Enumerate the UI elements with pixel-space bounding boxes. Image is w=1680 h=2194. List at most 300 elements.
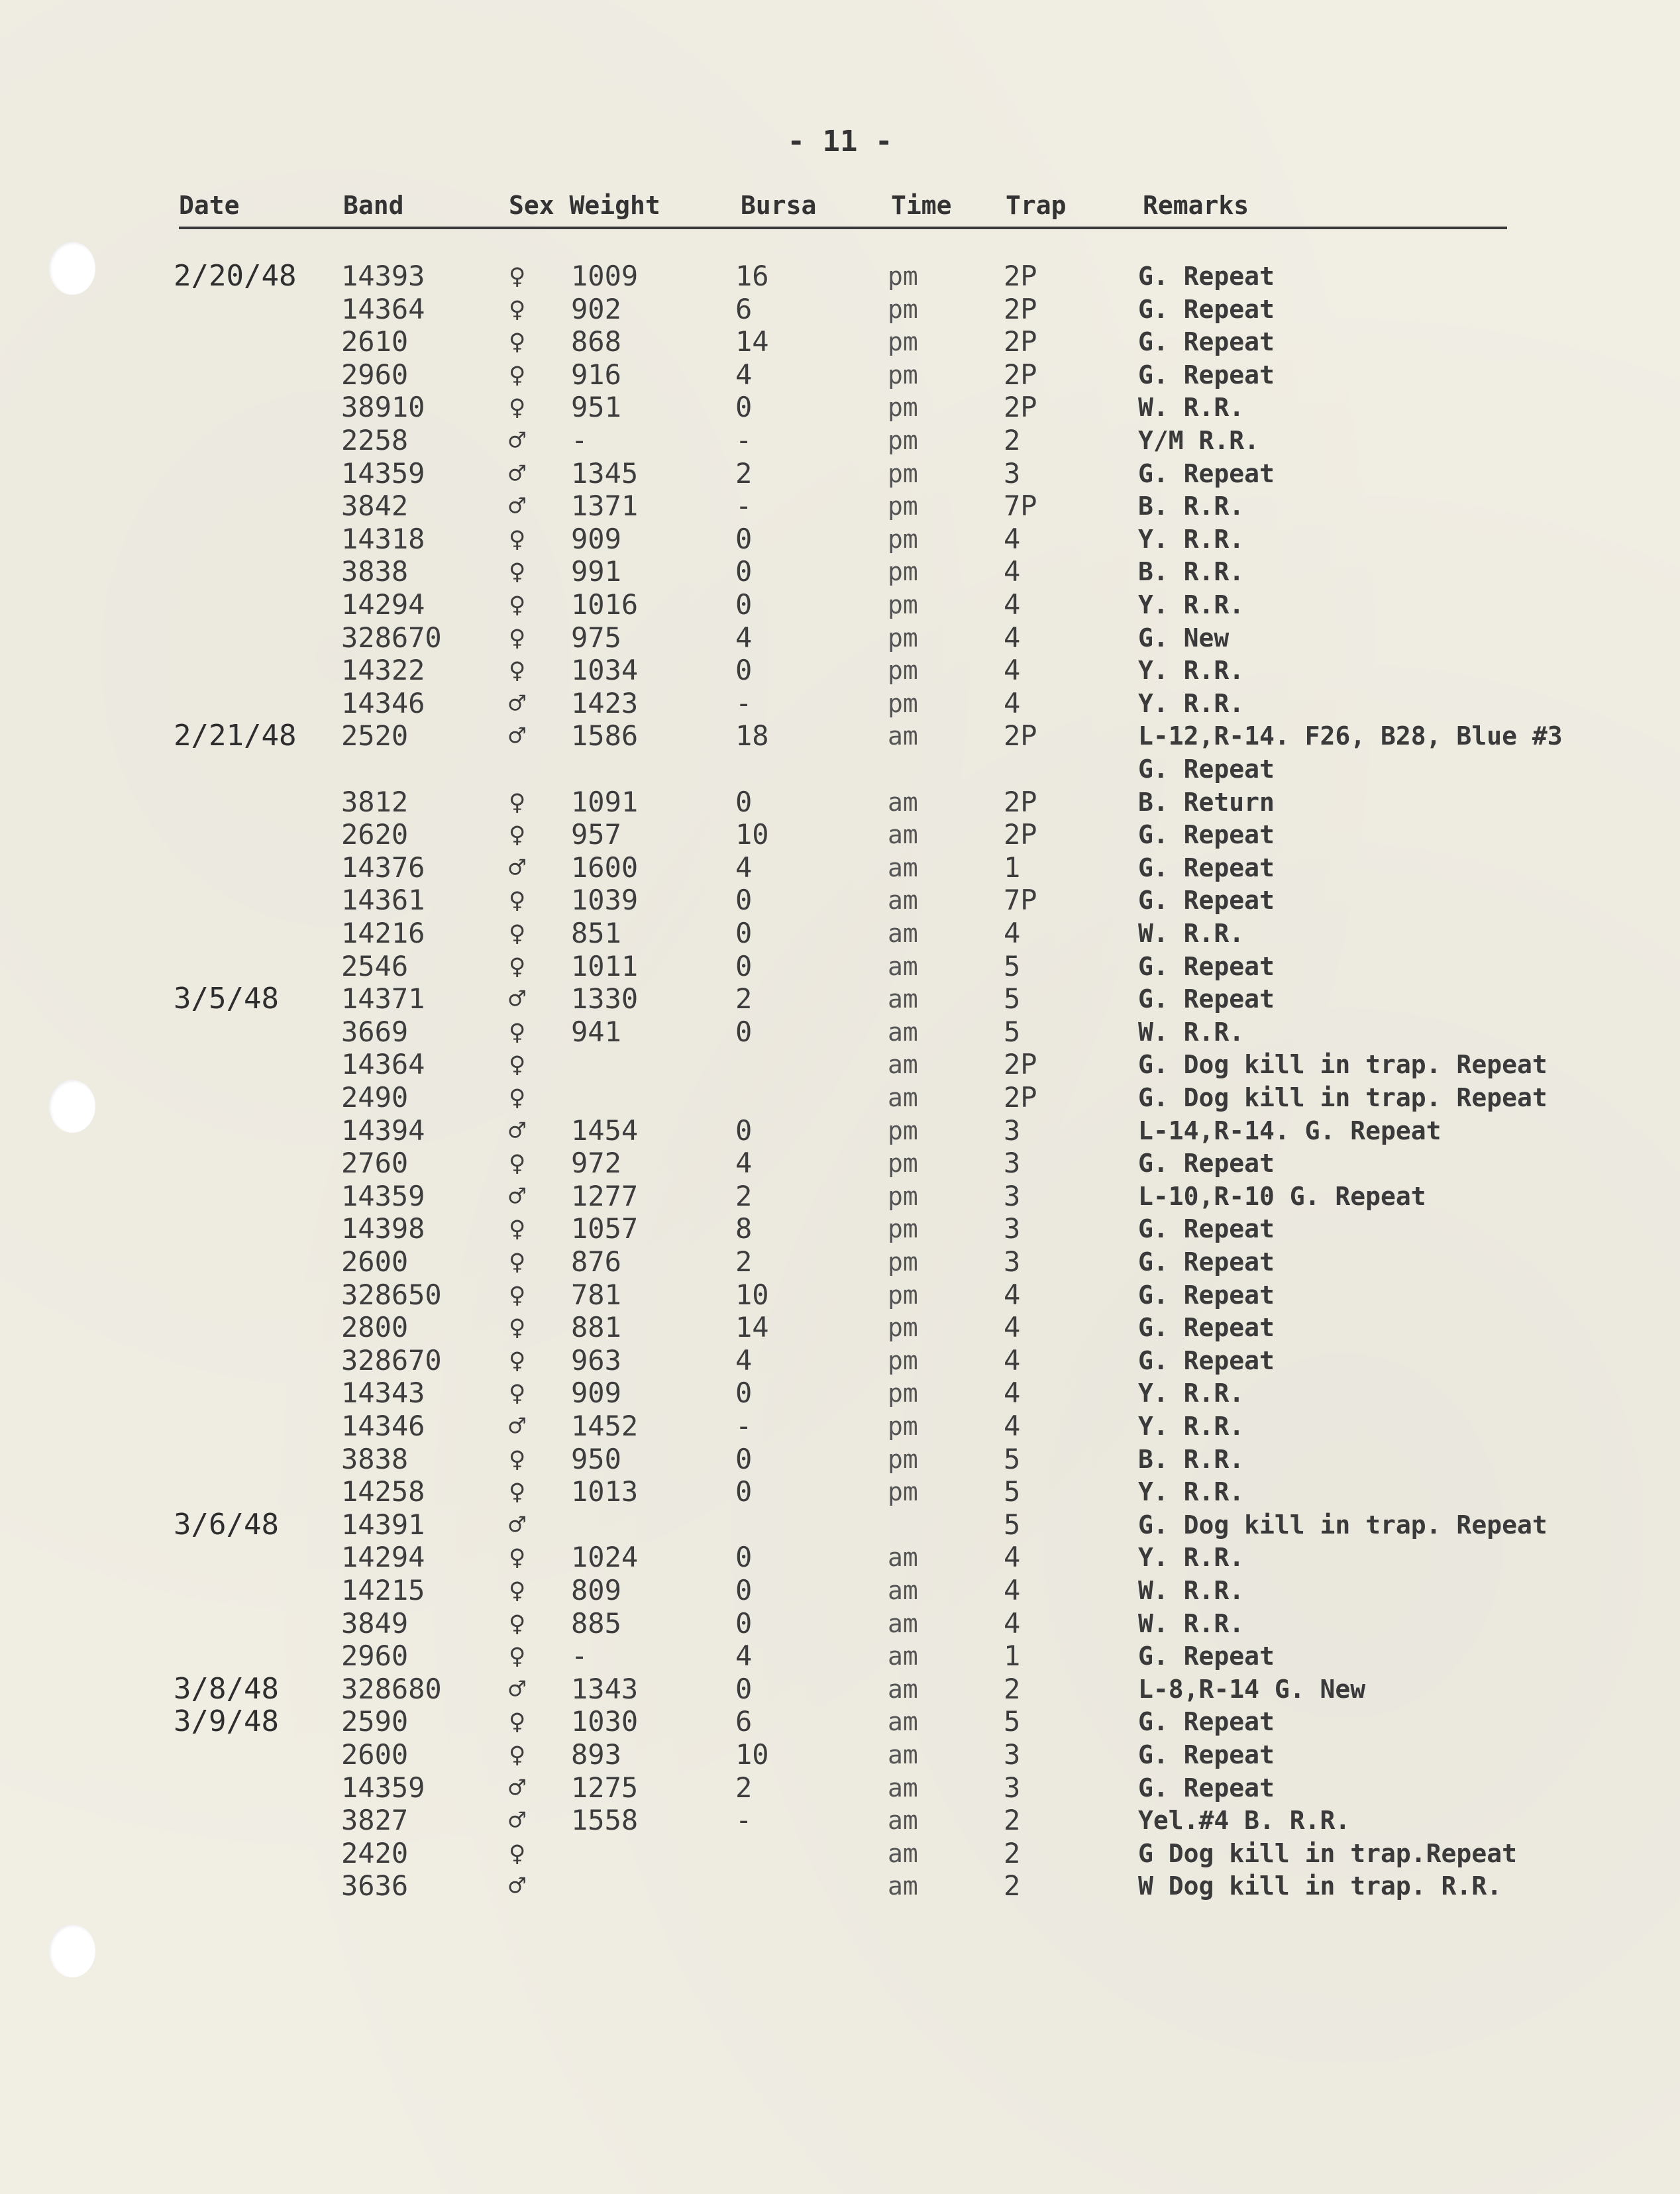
cell-trap: 5: [1004, 1475, 1021, 1508]
cell-remarks: Y. R.R.: [1138, 1412, 1245, 1441]
cell-trap: 4: [1004, 1377, 1021, 1409]
table-row: [0, 1475, 1680, 1508]
cell-time: am: [888, 1576, 918, 1605]
table-row: [0, 1574, 1680, 1607]
cell-trap: 2P: [1004, 786, 1037, 818]
cell-remarks: G. Repeat: [1138, 984, 1275, 1014]
cell-weight: 1009: [571, 260, 639, 292]
cell-time: am: [888, 1083, 918, 1112]
cell-bursa: 10: [735, 818, 769, 851]
cell-bursa: 8: [735, 1212, 753, 1245]
cell-trap: 3: [1004, 1180, 1021, 1212]
table-row: [0, 1016, 1680, 1049]
cell-date: 3/5/48: [174, 982, 279, 1016]
cell-sex: ♂: [509, 1771, 526, 1804]
cell-band: 14215: [341, 1574, 425, 1606]
cell-sex: ♀: [509, 1541, 526, 1573]
cell-remarks: G. Dog kill in trap. Repeat: [1138, 1510, 1548, 1540]
header-sex-weight: Sex Weight: [509, 191, 660, 220]
cell-sex: ♀: [509, 1212, 526, 1245]
cell-sex: ♂: [509, 1869, 526, 1902]
cell-time: am: [888, 1806, 918, 1835]
cell-remarks: G. Repeat: [1138, 295, 1275, 324]
cell-sex: ♀: [509, 260, 526, 292]
cell-weight: 972: [571, 1147, 621, 1179]
table-row: [0, 1279, 1680, 1312]
cell-trap: 2P: [1004, 1081, 1037, 1114]
cell-bursa: 6: [735, 1705, 753, 1738]
cell-bursa: 0: [735, 1607, 753, 1640]
cell-trap: 3: [1004, 1245, 1021, 1278]
cell-sex: ♀: [509, 293, 526, 325]
table-row: [0, 654, 1680, 687]
cell-remarks: G. Repeat: [1138, 1773, 1275, 1802]
cell-bursa: 0: [735, 588, 753, 621]
cell-bursa: 0: [735, 523, 753, 555]
cell-trap: 4: [1004, 1311, 1021, 1343]
cell-time: pm: [888, 459, 918, 488]
table-row: [0, 1837, 1680, 1870]
cell-band: 14359: [341, 457, 425, 490]
cell-band: 2600: [341, 1738, 409, 1771]
cell-bursa: -: [735, 490, 753, 522]
cell-bursa: 0: [735, 555, 753, 588]
cell-band: 2520: [341, 719, 409, 752]
cell-time: pm: [888, 689, 918, 718]
cell-date: 3/6/48: [174, 1508, 279, 1541]
cell-bursa: 0: [735, 1016, 753, 1048]
table-row: [0, 358, 1680, 392]
cell-sex: ♂: [509, 490, 526, 522]
cell-sex: ♀: [509, 1344, 526, 1377]
cell-time: pm: [888, 1116, 918, 1145]
header-trap: Trap: [1006, 191, 1067, 220]
cell-time: pm: [888, 1445, 918, 1474]
table-row: [0, 555, 1680, 588]
header-date: Date: [179, 191, 240, 220]
cell-band: 2960: [341, 1640, 409, 1672]
cell-trap: 2P: [1004, 391, 1037, 423]
table-row: [0, 917, 1680, 950]
table-row: [0, 260, 1680, 293]
cell-remarks: G Dog kill in trap.Repeat: [1138, 1839, 1517, 1868]
cell-band: 2610: [341, 325, 409, 358]
cell-band: 14346: [341, 687, 425, 719]
table-row: [0, 1541, 1680, 1574]
cell-date: 2/21/48: [174, 719, 297, 753]
cell-remarks: G. Repeat: [1138, 327, 1275, 356]
cell-sex: ♀: [509, 523, 526, 555]
cell-trap: 4: [1004, 1279, 1021, 1311]
cell-remarks: B. Return: [1138, 788, 1275, 817]
cell-remarks: B. R.R.: [1138, 557, 1245, 586]
cell-band: 2800: [341, 1311, 409, 1343]
cell-bursa: 0: [735, 391, 753, 423]
cell-weight: 1345: [571, 457, 639, 490]
cell-weight: 975: [571, 621, 621, 654]
cell-time: pm: [888, 327, 918, 356]
cell-remarks: B. R.R.: [1138, 492, 1245, 521]
cell-trap: 4: [1004, 555, 1021, 588]
cell-band: 2420: [341, 1837, 409, 1869]
cell-bursa: 0: [735, 1574, 753, 1606]
table-row: [0, 950, 1680, 983]
cell-remarks: Y. R.R.: [1138, 1379, 1245, 1408]
cell-time: pm: [888, 590, 918, 619]
cell-weight: 809: [571, 1574, 621, 1606]
cell-bursa: 0: [735, 884, 753, 916]
cell-sex: ♀: [509, 884, 526, 916]
table-row: [0, 325, 1680, 358]
cell-time: am: [888, 1609, 918, 1638]
cell-trap: 4: [1004, 1344, 1021, 1377]
cell-band: 328670: [341, 621, 442, 654]
cell-time: pm: [888, 295, 918, 324]
cell-time: am: [888, 1675, 918, 1704]
cell-weight: -: [571, 424, 588, 456]
cell-sex: ♂: [509, 1180, 526, 1212]
cell-weight: 781: [571, 1279, 621, 1311]
cell-bursa: 16: [735, 260, 769, 292]
cell-bursa: 4: [735, 621, 753, 654]
cell-bursa: 0: [735, 1443, 753, 1475]
cell-remarks: G. Repeat: [1138, 1214, 1275, 1243]
cell-remarks: L-12,R-14. F26, B28, Blue #3: [1138, 721, 1563, 751]
cell-trap: 2P: [1004, 325, 1037, 358]
cell-weight: 1558: [571, 1804, 639, 1836]
cell-sex: ♀: [509, 358, 526, 391]
cell-trap: 3: [1004, 1212, 1021, 1245]
cell-band: 14376: [341, 851, 425, 884]
table-row: [0, 1869, 1680, 1903]
cell-time: am: [888, 1642, 918, 1671]
cell-remarks: G. Repeat: [1138, 952, 1275, 981]
cell-band: 3838: [341, 1443, 409, 1475]
cell-weight: 868: [571, 325, 621, 358]
cell-band: 3849: [341, 1607, 409, 1640]
cell-trap: 2: [1004, 1804, 1021, 1836]
cell-bursa: -: [735, 1804, 753, 1836]
cell-time: pm: [888, 1346, 918, 1375]
cell-sex: ♀: [509, 1607, 526, 1640]
cell-band: 14322: [341, 654, 425, 686]
cell-weight: 1343: [571, 1673, 639, 1705]
cell-remarks: Y. R.R.: [1138, 656, 1245, 685]
cell-remarks: G. Repeat: [1138, 262, 1275, 291]
cell-remarks: W. R.R.: [1138, 1576, 1245, 1605]
cell-trap: 5: [1004, 950, 1021, 982]
cell-sex: ♂: [509, 1804, 526, 1836]
cell-time: pm: [888, 1214, 918, 1243]
table-row: [0, 1212, 1680, 1245]
cell-time: am: [888, 721, 918, 751]
cell-bursa: 14: [735, 325, 769, 358]
cell-weight: 991: [571, 555, 621, 588]
cell-time: pm: [888, 1477, 918, 1506]
cell-bursa: 0: [735, 1475, 753, 1508]
cell-bursa: 0: [735, 950, 753, 982]
table-row: [0, 1673, 1680, 1706]
cell-remarks: G. Repeat: [1138, 1247, 1275, 1277]
cell-weight: 1275: [571, 1771, 639, 1804]
cell-sex: ♂: [509, 1673, 526, 1705]
cell-weight: 1057: [571, 1212, 639, 1245]
cell-time: pm: [888, 1313, 918, 1342]
cell-time: am: [888, 1050, 918, 1079]
cell-band: 14359: [341, 1771, 425, 1804]
cell-band: 14318: [341, 523, 425, 555]
cell-trap: 5: [1004, 1016, 1021, 1048]
cell-trap: 3: [1004, 1771, 1021, 1804]
cell-remarks: Y/M R.R.: [1138, 426, 1260, 455]
cell-sex: ♀: [509, 654, 526, 686]
cell-sex: ♀: [509, 1640, 526, 1672]
cell-weight: 1452: [571, 1410, 639, 1442]
cell-remarks: G. Repeat: [1138, 853, 1275, 882]
cell-sex: ♀: [509, 1081, 526, 1114]
cell-remarks: B. R.R.: [1138, 1445, 1245, 1474]
cell-bursa: 6: [735, 293, 753, 325]
cell-sex: ♀: [509, 1147, 526, 1179]
cell-time: pm: [888, 262, 918, 291]
header-band: Band: [343, 191, 404, 220]
table-row: [0, 851, 1680, 884]
table-row: [0, 719, 1680, 753]
cell-band: 3842: [341, 490, 409, 522]
cell-band: 14343: [341, 1377, 425, 1409]
cell-trap: 4: [1004, 1541, 1021, 1573]
cell-band: 14361: [341, 884, 425, 916]
cell-sex: ♂: [509, 851, 526, 884]
cell-sex: ♀: [509, 588, 526, 621]
cell-bursa: 2: [735, 1771, 753, 1804]
cell-weight: 909: [571, 523, 621, 555]
cell-band: 14393: [341, 260, 425, 292]
cell-trap: 4: [1004, 917, 1021, 949]
cell-trap: 2P: [1004, 358, 1037, 391]
cell-sex: ♂: [509, 982, 526, 1015]
cell-bursa: 4: [735, 1640, 753, 1672]
cell-band: 14294: [341, 1541, 425, 1573]
cell-weight: 1371: [571, 490, 639, 522]
cell-remarks: G. Repeat: [1138, 1740, 1275, 1769]
table-row: [0, 818, 1680, 851]
cell-weight: 1600: [571, 851, 639, 884]
table-row: [0, 1443, 1680, 1476]
cell-sex: ♀: [509, 1377, 526, 1409]
cell-time: pm: [888, 492, 918, 521]
table-row: [0, 982, 1680, 1016]
cell-trap: 2: [1004, 1673, 1021, 1705]
cell-remarks: G. Repeat: [1138, 360, 1275, 390]
cell-band: 14398: [341, 1212, 425, 1245]
cell-weight: 1013: [571, 1475, 639, 1508]
cell-time: pm: [888, 623, 918, 653]
cell-time: pm: [888, 656, 918, 685]
cell-weight: 885: [571, 1607, 621, 1640]
cell-band: 14364: [341, 293, 425, 325]
cell-remarks: W Dog kill in trap. R.R.: [1138, 1871, 1502, 1901]
cell-trap: 5: [1004, 1705, 1021, 1738]
binder-hole: [49, 1924, 95, 1977]
cell-trap: 4: [1004, 588, 1021, 621]
cell-sex: ♂: [509, 457, 526, 490]
cell-time: pm: [888, 1379, 918, 1408]
cell-weight: 1586: [571, 719, 639, 752]
cell-sex: ♀: [509, 818, 526, 851]
table-row: [0, 490, 1680, 523]
cell-bursa: 10: [735, 1738, 769, 1771]
table-row: [0, 293, 1680, 326]
cell-time: am: [888, 853, 918, 882]
cell-bursa: 2: [735, 982, 753, 1015]
cell-date: 3/9/48: [174, 1704, 279, 1738]
cell-weight: 881: [571, 1311, 621, 1343]
cell-remarks: G. Repeat: [1138, 459, 1275, 488]
cell-remarks: Y. R.R.: [1138, 1543, 1245, 1572]
cell-time: am: [888, 1773, 918, 1802]
cell-band: 14216: [341, 917, 425, 949]
cell-weight: 1330: [571, 982, 639, 1015]
cell-time: am: [888, 984, 918, 1014]
cell-trap: 3: [1004, 1114, 1021, 1147]
cell-bursa: 4: [735, 851, 753, 884]
cell-remarks: G. Repeat: [1138, 886, 1275, 915]
cell-band: 2258: [341, 424, 409, 456]
cell-weight: -: [571, 1640, 588, 1672]
cell-trap: 4: [1004, 1607, 1021, 1640]
cell-sex: ♀: [509, 325, 526, 358]
cell-weight: 1277: [571, 1180, 639, 1212]
cell-remarks: G. Repeat: [1138, 820, 1275, 849]
cell-band: 14391: [341, 1508, 425, 1541]
cell-bursa: 0: [735, 1114, 753, 1147]
cell-weight: 1011: [571, 950, 639, 982]
cell-trap: 7P: [1004, 884, 1037, 916]
cell-trap: 2P: [1004, 293, 1037, 325]
cell-bursa: 0: [735, 917, 753, 949]
cell-sex: ♀: [509, 950, 526, 982]
cell-remarks: W. R.R.: [1138, 393, 1245, 422]
cell-sex: ♂: [509, 719, 526, 752]
cell-trap: 3: [1004, 1147, 1021, 1179]
cell-band: 3636: [341, 1869, 409, 1902]
table-row: [0, 1377, 1680, 1410]
cell-band: 2960: [341, 358, 409, 391]
cell-remarks: W. R.R.: [1138, 919, 1245, 948]
cell-time: am: [888, 820, 918, 849]
cell-time: pm: [888, 525, 918, 554]
cell-trap: 2: [1004, 424, 1021, 456]
cell-sex: ♂: [509, 1114, 526, 1147]
cell-sex: ♀: [509, 1475, 526, 1508]
cell-bursa: -: [735, 1410, 753, 1442]
table-row: [0, 588, 1680, 621]
table-row: [0, 1410, 1680, 1443]
cell-date: 2/20/48: [174, 259, 297, 293]
cell-trap: 4: [1004, 523, 1021, 555]
cell-band: 3812: [341, 786, 409, 818]
cell-weight: 916: [571, 358, 621, 391]
cell-remarks: Y. R.R.: [1138, 1477, 1245, 1506]
cell-time: am: [888, 886, 918, 915]
cell-sex: ♀: [509, 1279, 526, 1311]
cell-sex: ♀: [509, 1574, 526, 1606]
cell-bursa: 4: [735, 358, 753, 391]
cell-sex: ♀: [509, 621, 526, 654]
table-row: [0, 1311, 1680, 1344]
cell-band: 38910: [341, 391, 425, 423]
cell-time: pm: [888, 393, 918, 422]
header-underline: [179, 227, 1507, 229]
cell-weight: 902: [571, 293, 621, 325]
cell-band: 328670: [341, 1344, 442, 1377]
cell-sex: ♀: [509, 1705, 526, 1738]
cell-bursa: 2: [735, 1180, 753, 1212]
cell-bursa: 0: [735, 1377, 753, 1409]
cell-remarks: W. R.R.: [1138, 1609, 1245, 1638]
cell-band: 328650: [341, 1279, 442, 1311]
cell-weight: 1091: [571, 786, 639, 818]
cell-trap: 2P: [1004, 719, 1037, 752]
cell-sex: ♀: [509, 917, 526, 949]
table-row: [0, 1081, 1680, 1114]
cell-weight: 963: [571, 1344, 621, 1377]
cell-remarks: G. Dog kill in trap. Repeat: [1138, 1083, 1548, 1112]
table-row: [0, 687, 1680, 720]
table-row: [0, 1738, 1680, 1771]
cell-bursa: 10: [735, 1279, 769, 1311]
cell-band: 14364: [341, 1048, 425, 1080]
cell-sex: ♀: [509, 555, 526, 588]
cell-time: am: [888, 1707, 918, 1736]
cell-remarks: Y. R.R.: [1138, 689, 1245, 718]
cell-weight: 951: [571, 391, 621, 423]
cell-time: am: [888, 1871, 918, 1901]
cell-remarks: Y. R.R.: [1138, 525, 1245, 554]
cell-time: pm: [888, 1149, 918, 1178]
cell-time: am: [888, 919, 918, 948]
table-row: [0, 621, 1680, 654]
cell-remarks: G. Repeat: [1138, 1346, 1275, 1375]
cell-bursa: -: [735, 687, 753, 719]
table-row: [0, 391, 1680, 424]
table-row: [0, 457, 1680, 490]
cell-remarks: G. Repeat: [1138, 1642, 1275, 1671]
cell-time: pm: [888, 426, 918, 455]
cell-sex: ♀: [509, 1245, 526, 1278]
cell-trap: 4: [1004, 654, 1021, 686]
cell-weight: 1454: [571, 1114, 639, 1147]
cell-trap: 4: [1004, 687, 1021, 719]
cell-trap: 7P: [1004, 490, 1037, 522]
cell-remarks: G. Repeat: [1138, 1707, 1275, 1736]
cell-trap: 4: [1004, 1574, 1021, 1606]
cell-band: 14258: [341, 1475, 425, 1508]
cell-weight: 950: [571, 1443, 621, 1475]
cell-sex: ♂: [509, 687, 526, 719]
cell-band: 2590: [341, 1705, 409, 1738]
cell-remarks: G. Repeat: [1138, 1149, 1275, 1178]
cell-remarks: G. Repeat: [1138, 755, 1275, 784]
cell-band: 3827: [341, 1804, 409, 1836]
cell-trap: 3: [1004, 1738, 1021, 1771]
cell-band: 2620: [341, 818, 409, 851]
cell-weight: 957: [571, 818, 621, 851]
cell-bursa: 0: [735, 1541, 753, 1573]
cell-weight: 1039: [571, 884, 639, 916]
cell-trap: 5: [1004, 1508, 1021, 1541]
